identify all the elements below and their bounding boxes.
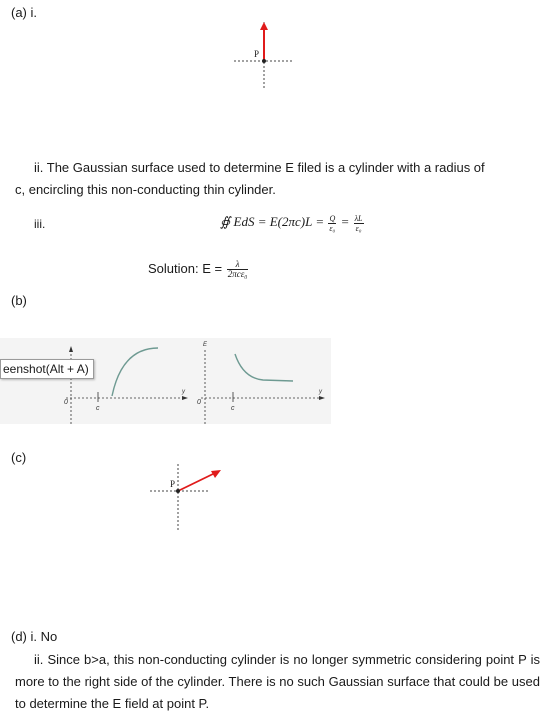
part-b-heading: (b) (11, 293, 27, 308)
part-b-graph-inside (58, 338, 188, 428)
field-curve-outside (235, 354, 293, 381)
gauss-law-equation: ∯ EdS = E(2πc)L = $\frac{Q}{\text{ε₀}}$ = $\frac{\lambda L}{\text{ε₀}}$ (220, 213, 363, 233)
part-a-ii-line1: ii. The Gaussian surface used to determine E filed is a cylinder with a radius of (34, 160, 485, 175)
part-a-field-figure (230, 20, 300, 90)
q-over-eps-fraction: $\frac{Q}{\text{ε₀}}$ (329, 213, 336, 233)
svg-text:y: y (319, 389, 322, 395)
part-c-heading: (c) (11, 450, 27, 465)
field-curve-inside (112, 348, 158, 396)
solution-equation (148, 258, 249, 280)
part-a-heading: (a) i. (11, 5, 37, 20)
svg-text:c: c (96, 405, 100, 412)
svg-text:c: c (231, 405, 235, 412)
svg-text:0: 0 (197, 399, 201, 406)
solution-label: Solution: E = (148, 261, 226, 276)
part-b-graph-outside (195, 338, 330, 428)
screenshot-tooltip: eenshot(Alt + A) (0, 359, 94, 379)
svg-text:y: y (182, 389, 185, 395)
part-a-iii-label: iii. (34, 217, 46, 231)
part-d-ii-text: ii. Since b>a, this non-conducting cylinder is no longer symmetric considering point P is more to the right side of the cylinder. There is no such Gaussian surface that could be used to determine the E field at point P. (15, 652, 540, 711)
field-arrow-diagonal (178, 473, 215, 491)
point-p-label-c: P (170, 479, 176, 489)
lambda-l-over-eps-fraction: $\frac{\lambda L}{\text{ε₀}}$ (354, 213, 363, 233)
svg-text:0: 0 (64, 399, 68, 406)
solution-fraction: $\frac{\lambda}{\text{2πcε₀}}$ (227, 259, 248, 280)
part-a-ii-line2: c, encircling this non-conducting thin cylinder. (15, 182, 276, 197)
part-c-field-figure (146, 462, 226, 532)
gauss-eq-left: ∯ EdS = E(2πc)L = (220, 214, 328, 229)
svg-text:E: E (203, 342, 208, 348)
part-d-i-text: (d) i. No (11, 629, 58, 644)
point-p-label: P (254, 49, 260, 59)
